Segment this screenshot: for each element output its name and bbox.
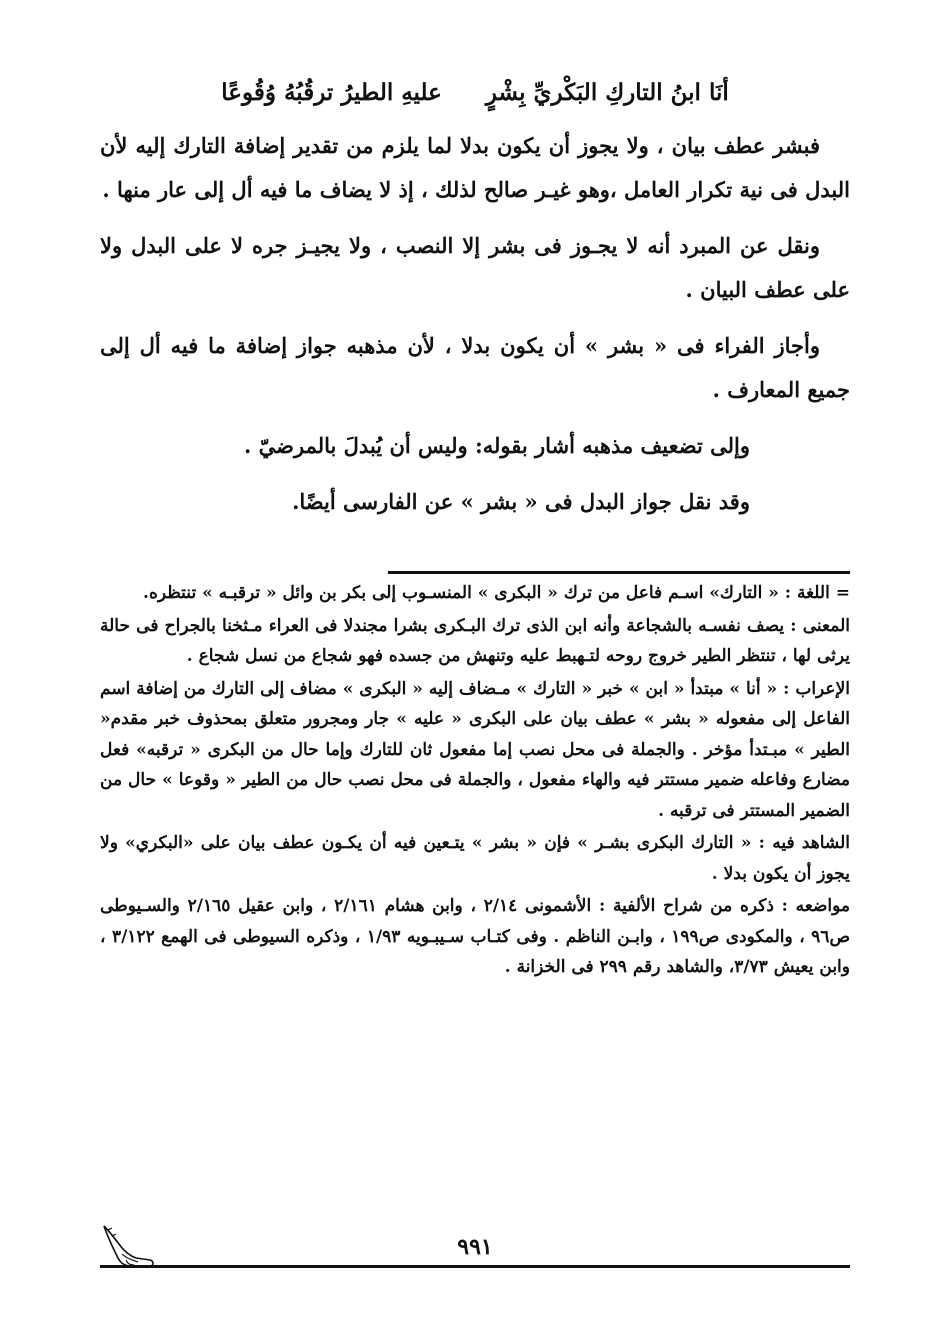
footnote-parsing: الإعراب : « أنا » مبتدأ « ابن » خبر « التارك » مـضاف إليه « البكرى » مضاف إلى التارك من إضافة اسم الفاعل إلى مفعوله « بشر » عطف بيان على البكرى « عليه » جار ومجرور متعلق بمحذوف خبر مقدم« الطير » مبـتدأ مؤخر . والجملة فى محل نصب إما مفعول ثان للتارك وإما حال من البكرى « ترقبه» فعل مضارع وفاعله ضمير مستتر فيه والهاء مفعول ، والجملة فى محل نصب حال من الطير « وقوعا » حال من الضمير المستتر فى ترقبه . [100, 678, 850, 821]
verse-hemistich-2: عليهِ الطيرُ ترقُبُهُ وُقُوعًا [221, 79, 442, 106]
body-paragraph: فبشر عطف بيان ، ولا يجوز أن يكون بدلا لما يلزم من تقدير إضافة التارك إليه لأن البدل فى نية تكرار العامل ،وهو غيـر صالح لذلك ، إذ لا يضاف ما فيه أل إلى عار منها . [100, 133, 850, 202]
footnote-sources: مواضعه : ذكره من شراح الألفية : الأشمونى ٢/١٤ ، وابن هشام ٢/١٦١ ، وابن عقيل ٢/١٦٥ والسـيوطى ص٩٦ ، والمكودى ص١٩٩ ، وابـن الناظم . وفى كتـاب سـيبـويه ١/٩٣ ، وذكره السيوطى فى الهمع ٣/١٢٢ ، وابن يعيش ٣/٧٣، والشاهد رقم ٢٩٩ فى الخزانة . [100, 896, 850, 977]
verse-hemistich-1: أنَا ابنُ التاركِ البَكْريِّ بِشْرٍ [485, 79, 729, 106]
footnote-language: = اللغة : « التارك» اسـم فاعل من ترك « البكرى » المنسـوب إلى بكر بن وائل « ترقبـه » تنتظره. [143, 583, 850, 603]
pointing-hand-icon [100, 1218, 158, 1272]
footer-rule [100, 1265, 850, 1268]
body-paragraph: وأجاز الفراء فى « بشر » أن يكون بدلا ، لأن مذهبه جواز إضافة ما فيه أل إلى جميع المعارف . [100, 333, 850, 402]
footnotes [100, 578, 850, 985]
poetry-verse [100, 70, 850, 116]
footnote-separator [388, 571, 850, 574]
body-paragraph: وقد نقل جواز البدل فى « بشر » عن الفارسى أيضًا. [292, 489, 750, 514]
page-number: ٩٩١ [457, 1234, 493, 1260]
main-text [100, 124, 850, 524]
body-paragraph: وإلى تضعيف مذهبه أشار بقوله: وليس أن يُبدلَ بالمرضيّ . [244, 433, 750, 458]
footnote-meaning: المعنى : يصف نفسـه بالشجاعة وأنه ابن الذى ترك البـكرى بشرا مجندلا فى العراء مـثخنا بالجراح فى حالة يرثى لها ، تنتظر الطير خروج روحه لتـهبط عليه وتنهش من جسده فهو شجاع من نسل شجاع . [100, 615, 850, 666]
footnote-evidence: الشاهد فيه : « التارك البكرى بشـر » فإن « بشر » يتـعين فيه أن يكـون عطف بيان على «البكري» ولا يجوز أن يكون بدلا . [100, 833, 850, 884]
body-paragraph: ونقل عن المبرد أنه لا يجـوز فى بشر إلا النصب ، ولا يجيـز جره لا على البدل ولا على عطف البيان . [100, 233, 850, 302]
